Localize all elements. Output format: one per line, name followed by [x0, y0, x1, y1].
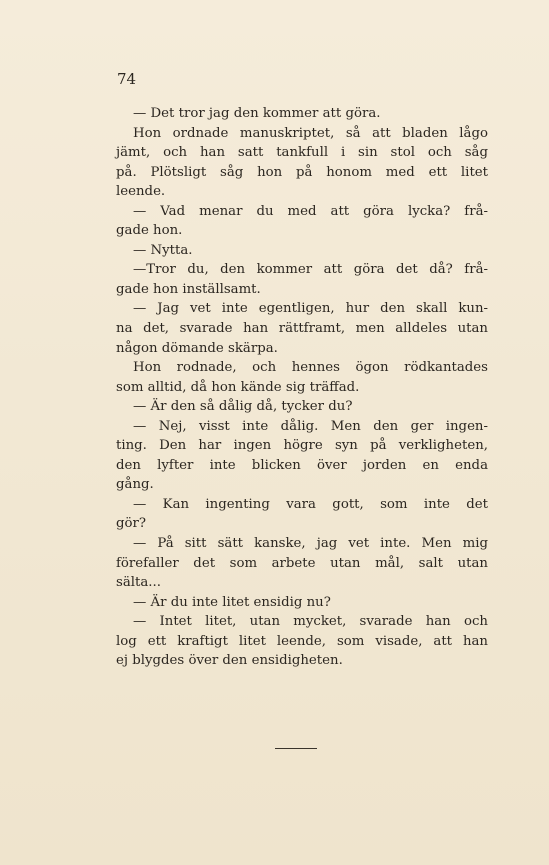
- text-line: na det, svarade han rättframt, men alldeles utan: [116, 321, 488, 337]
- text-line: förefaller det som arbete utan mål, salt utan: [116, 555, 488, 571]
- section-end-rule: [275, 748, 317, 749]
- text-line: — Nytta.: [133, 242, 193, 258]
- text-line: sälta...: [116, 575, 161, 591]
- text-line: —Tror du, den kommer att göra det då? frå-: [133, 262, 488, 278]
- text-line: — Det tror jag den kommer att göra.: [133, 106, 381, 121]
- text-line: jämt, och han satt tankfull i sin stol och såg: [116, 145, 488, 161]
- text-line: som alltid, då hon kände sig träffad.: [116, 379, 360, 395]
- text-line: gade hon.: [116, 223, 183, 239]
- text-line: den lyfter inte blicken över jorden en enda: [116, 457, 488, 473]
- body-text: [116, 104, 488, 671]
- text-line: log ett kraftigt litet leende, som visade, att han: [116, 633, 488, 649]
- text-line: Hon ordnade manuskriptet, så att bladen lågo: [133, 125, 488, 141]
- text-line: — På sitt sätt kanske, jag vet inte. Men mig: [133, 536, 488, 552]
- text-line: Hon rodnade, och hennes ögon rödkantades: [133, 360, 488, 376]
- text-line: gång.: [116, 477, 154, 493]
- text-line: gör?: [116, 516, 147, 532]
- text-line: — Är den så dålig då, tycker du?: [133, 399, 353, 415]
- page-number: 74: [117, 70, 137, 88]
- text-line: ting. Den har ingen högre syn på verkligheten,: [116, 438, 488, 454]
- text-line: någon dömande skärpa.: [116, 340, 278, 356]
- text-line: — Nej, visst inte dålig. Men den ger ingen-: [133, 418, 488, 434]
- text-line: på. Plötsligt såg hon på honom med ett litet: [116, 164, 488, 180]
- text-line: gade hon inställsamt.: [116, 281, 261, 297]
- text-line: ej blygdes över den ensidigheten.: [116, 653, 343, 669]
- text-line: — Är du inte litet ensidig nu?: [133, 594, 331, 610]
- text-line: — Jag vet inte egentligen, hur den skall kun-: [133, 301, 488, 317]
- text-line: — Kan ingenting vara gott, som inte det: [133, 496, 488, 512]
- text-line: — Vad menar du med att göra lycka? frå-: [133, 203, 488, 219]
- text-line: — Intet litet, utan mycket, svarade han och: [133, 614, 488, 630]
- text-line: leende.: [116, 184, 166, 200]
